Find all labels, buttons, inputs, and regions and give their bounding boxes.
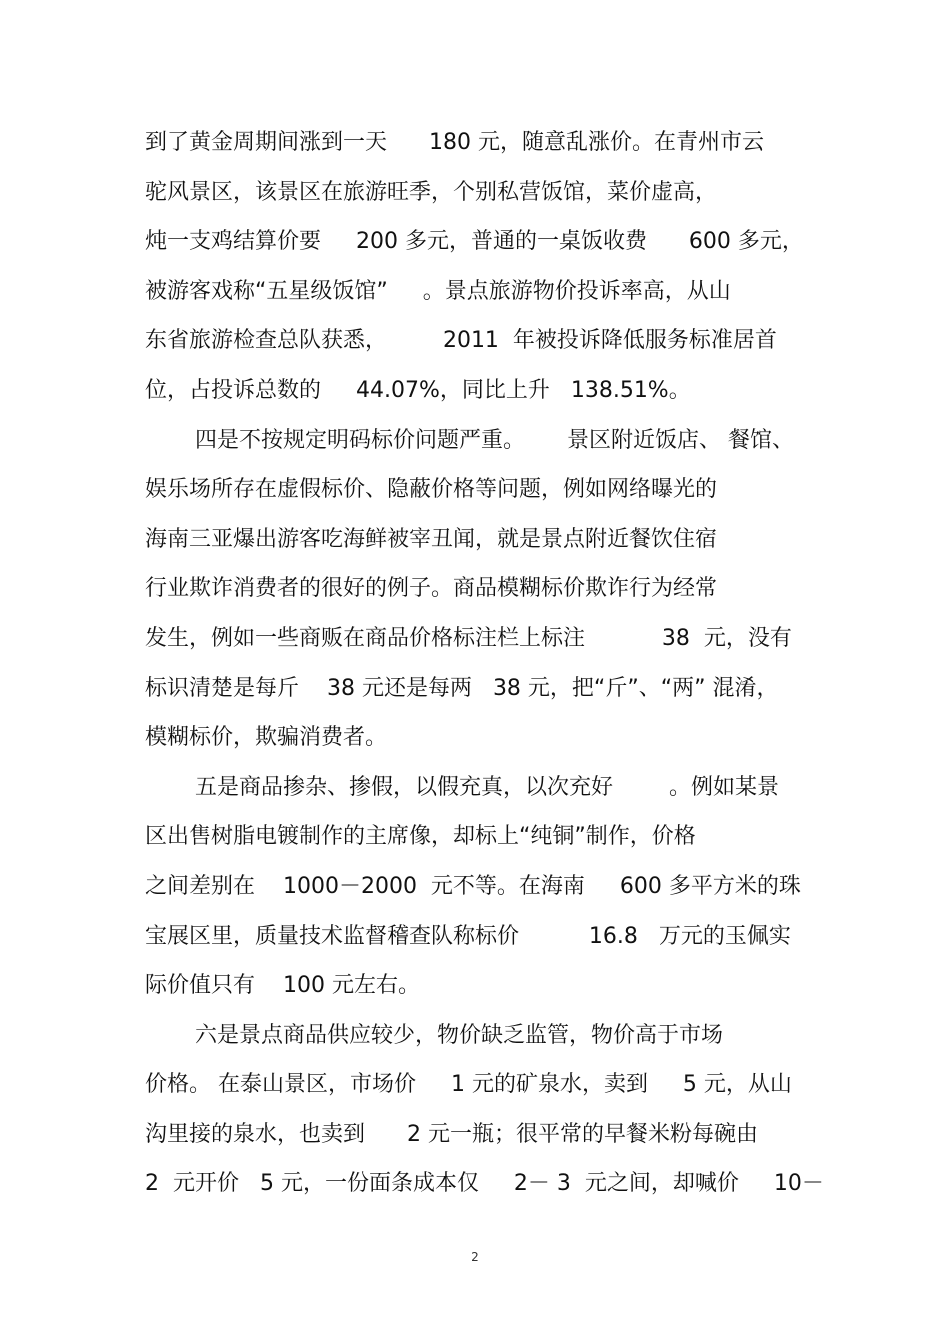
text-line: 驼风景区，该景区在旅游旺季，个别私营饭馆，菜价虚高， [145,179,718,205]
text-line: 宝展区里，质量技术监督稽查队称标价 16.8 万元的玉佩实 [145,923,791,949]
text-line: 际价值只有 100 元左右。 [145,973,420,999]
text-line: 炖一支鸡结算价要 200 多元，普通的一桌饭收费 600 多元， [145,229,804,255]
text-line: 2 元开价 5 元，一份面条成本仅 2－ 3 元之间，却喊价 10－ [145,1171,824,1197]
paragraph-start-line: 五是商品掺杂、掺假，以假充真，以次充好 。例如某景 [195,774,779,800]
text-line: 之间差别在 1000－2000 元不等。在海南 600 多平方米的珠 [145,873,801,899]
text-line: 东省旅游检查总队获悉， 2011 年被投诉降低服务标准居首 [145,328,777,354]
text-line: 被游客戏称“五星级饭馆” 。景点旅游物价投诉率高，从山 [145,278,731,304]
text-line: 模糊标价，欺骗消费者。 [145,725,388,751]
text-line: 位，占投诉总数的 44.07%，同比上升 138.51%。 [145,377,691,403]
body-text [145,118,825,1209]
page-number: 2 [471,1250,479,1264]
text-line: 娱乐场所存在虚假标价、隐蔽价格等问题，例如网络曝光的 [145,477,718,503]
text-line: 海南三亚爆出游客吃海鲜被宰丑闻，就是景点附近餐饮住宿 [145,526,718,552]
paragraph-start-line: 六是景点商品供应较少，物价缺乏监管，物价高于市场 [195,1022,724,1048]
text-line: 沟里接的泉水，也卖到 2 元一瓶；很平常的早餐米粉每碗由 [145,1121,758,1147]
text-line: 标识清楚是每斤 38 元还是每两 38 元，把“斤”、“两” 混淆， [145,675,779,701]
text-line: 发生，例如一些商贩在商品价格标注栏上标注 38 元，没有 [145,625,792,651]
text-line: 到了黄金周期间涨到一天 180 元，随意乱涨价。在青州市云 [145,130,764,155]
paragraph-start-line: 四是不按规定明码标价问题严重。 景区附近饭店、 餐馆、 [195,427,794,453]
text-line: 区出售树脂电镀制作的主席像，却标上“纯铜”制作，价格 [145,824,696,850]
text-line: 行业欺诈消费者的很好的例子。商品模糊标价欺诈行为经常 [145,576,718,602]
text-line: 价格。 在泰山景区，市场价 1 元的矿泉水，卖到 5 元，从山 [145,1072,792,1098]
